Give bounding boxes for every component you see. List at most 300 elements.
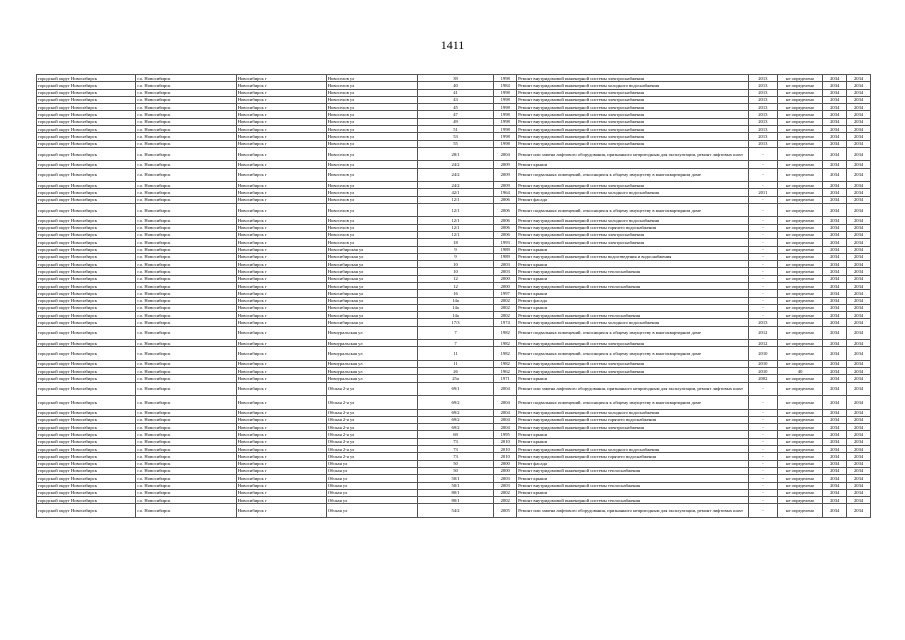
cell-last-repair: - [748,312,777,319]
cell-house: 73 [417,438,494,445]
cell-house: 14а [417,304,494,311]
cell-cost: не определено [777,467,823,474]
cell-district: г.о. Новосибирск [136,126,236,133]
table-row [37,104,871,111]
cell-municipality: городской округ Новосибирск [37,340,136,347]
cell-municipality: городской округ Новосибирск [37,497,136,504]
cell-street: Новоселов ул [326,82,417,89]
cell-street: Новоселов ул [326,168,417,181]
cell-city: Новосибирск г [236,231,326,238]
cell-plan-end: 2034 [847,147,871,160]
cell-plan-end: 2034 [847,75,871,82]
cell-municipality: городской округ Новосибирск [37,140,136,147]
cell-district: г.о. Новосибирск [136,203,236,216]
cell-work-type: Ремонт или замена лифтового оборудования, признанного непригодным для эксплуатации, ремонт лифтовых шахт [517,382,749,395]
cell-year: 2010 [494,446,517,453]
cell-municipality: городской округ Новосибирск [37,161,136,168]
cell-plan-start: 2034 [823,382,847,395]
cell-house: 50/1 [417,475,494,482]
cell-cost: не определено [777,246,823,253]
cell-city: Новосибирск г [236,161,326,168]
cell-city: Новосибирск г [236,75,326,82]
cell-district: г.о. Новосибирск [136,89,236,96]
cell-city: Новосибирск г [236,368,326,375]
cell-city: Новосибирск г [236,382,326,395]
cell-year: 2006 [494,217,517,224]
cell-district: г.о. Новосибирск [136,189,236,196]
cell-work-type: Ремонт внутридомовой инженерной системы электроснабжения [517,133,749,140]
cell-district: г.о. Новосибирск [136,304,236,311]
table-row [37,424,871,431]
cell-plan-start: 2034 [823,453,847,460]
cell-last-repair: - [748,253,777,260]
cell-last-repair: - [748,231,777,238]
cell-house: 50 [417,467,494,474]
cell-municipality: городской округ Новосибирск [37,482,136,489]
cell-plan-start: 2034 [823,89,847,96]
cell-district: г.о. Новосибирск [136,497,236,504]
cell-plan-end: 2034 [847,118,871,125]
cell-municipality: городской округ Новосибирск [37,409,136,416]
cell-plan-start: 2034 [823,182,847,189]
cell-municipality: городской округ Новосибирск [37,290,136,297]
cell-house: 11 [417,360,494,367]
cell-municipality: городской округ Новосибирск [37,297,136,304]
cell-work-type: Ремонт внутридомовой инженерной системы теплоснабжения [517,482,749,489]
cell-municipality: городской округ Новосибирск [37,504,136,517]
cell-district: г.о. Новосибирск [136,217,236,224]
cell-plan-start: 2034 [823,239,847,246]
table-row [37,396,871,409]
cell-city: Новосибирск г [236,319,326,326]
cell-year: 2009 [494,161,517,168]
cell-cost: 40 [777,368,823,375]
cell-cost: не определено [777,431,823,438]
table-row [37,217,871,224]
table-row [37,147,871,160]
cell-municipality: городской округ Новосибирск [37,133,136,140]
cell-last-repair: 2010 [748,360,777,367]
cell-district: г.о. Новосибирск [136,368,236,375]
cell-plan-end: 2034 [847,196,871,203]
cell-plan-end: 2034 [847,239,871,246]
cell-house: 16 [417,290,494,297]
cell-city: Новосибирск г [236,326,326,339]
cell-street: Новосибирская ул [326,297,417,304]
cell-plan-end: 2034 [847,111,871,118]
cell-house: 18 [417,239,494,246]
cell-municipality: городской округ Новосибирск [37,438,136,445]
table-row [37,140,871,147]
cell-street: Новоселов ул [326,118,417,125]
cell-cost: не определено [777,140,823,147]
cell-plan-end: 2034 [847,224,871,231]
cell-cost: не определено [777,382,823,395]
cell-street: Обская 2-я ул [326,382,417,395]
cell-district: г.о. Новосибирск [136,504,236,517]
cell-house: 12 [417,283,494,290]
cell-cost: не определено [777,446,823,453]
cell-municipality: городской округ Новосибирск [37,239,136,246]
cell-municipality: городской округ Новосибирск [37,89,136,96]
cell-year: 1982 [494,340,517,347]
cell-cost: не определено [777,261,823,268]
cell-plan-end: 2034 [847,140,871,147]
table-row [37,290,871,297]
cell-district: г.о. Новосибирск [136,460,236,467]
cell-plan-start: 2034 [823,283,847,290]
cell-last-repair: - [748,416,777,423]
cell-city: Новосибирск г [236,147,326,160]
cell-plan-start: 2034 [823,489,847,496]
cell-street: Новоселов ул [326,89,417,96]
table-row [37,475,871,482]
cell-house: 69/2 [417,416,494,423]
cell-house: 69/1 [417,382,494,395]
cell-district: г.о. Новосибирск [136,416,236,423]
cell-district: г.о. Новосибирск [136,326,236,339]
cell-district: г.о. Новосибирск [136,231,236,238]
cell-year: 1971 [494,375,517,382]
cell-street: Новоселов ул [326,111,417,118]
table-row [37,416,871,423]
cell-municipality: городской округ Новосибирск [37,111,136,118]
cell-street: Новосибирская ул [326,261,417,268]
cell-plan-start: 2034 [823,261,847,268]
table-row [37,203,871,216]
cell-house: 17/3 [417,319,494,326]
cell-cost: не определено [777,453,823,460]
cell-district: г.о. Новосибирск [136,111,236,118]
cell-work-type: Ремонт крыши [517,161,749,168]
cell-municipality: городской округ Новосибирск [37,126,136,133]
cell-work-type: Ремонт внутридомовой инженерной системы холодного водоснабжения [517,82,749,89]
cell-street: Новосибирская ул [326,275,417,282]
cell-plan-end: 2034 [847,438,871,445]
cell-street: Новоселов ул [326,196,417,203]
cell-work-type: Ремонт внутридомовой инженерной системы теплоснабжения [517,312,749,319]
cell-plan-start: 2034 [823,217,847,224]
cell-plan-start: 2034 [823,460,847,467]
cell-city: Новосибирск г [236,482,326,489]
cell-municipality: городской округ Новосибирск [37,375,136,382]
cell-municipality: городской округ Новосибирск [37,431,136,438]
cell-municipality: городской округ Новосибирск [37,104,136,111]
cell-district: г.о. Новосибирск [136,424,236,431]
cell-house: 14а [417,312,494,319]
cell-city: Новосибирск г [236,133,326,140]
cell-house: 39 [417,75,494,82]
cell-last-repair: 2013 [748,82,777,89]
cell-house: 80/1 [417,489,494,496]
cell-last-repair: 2013 [748,89,777,96]
cell-house: 24/2 [417,182,494,189]
cell-house: 73 [417,446,494,453]
table-row [37,82,871,89]
cell-plan-end: 2034 [847,96,871,103]
cell-house: 53 [417,133,494,140]
table-row [37,319,871,326]
cell-city: Новосибирск г [236,140,326,147]
cell-house: 49 [417,118,494,125]
table-row [37,446,871,453]
cell-street: Обская 2-я ул [326,416,417,423]
cell-plan-end: 2034 [847,189,871,196]
cell-plan-end: 2034 [847,203,871,216]
cell-plan-end: 2034 [847,340,871,347]
cell-street: Обская ул [326,497,417,504]
cell-plan-end: 2034 [847,416,871,423]
cell-plan-end: 2034 [847,482,871,489]
cell-street: Новоселов ул [326,231,417,238]
table-row [37,326,871,339]
table-row [37,224,871,231]
cell-cost: не определено [777,96,823,103]
cell-district: г.о. Новосибирск [136,168,236,181]
cell-plan-start: 2034 [823,168,847,181]
cell-house: 50 [417,460,494,467]
cell-work-type: Ремонт внутридомовой инженерной системы электроснабжения [517,140,749,147]
cell-year: 2004 [494,382,517,395]
cell-street: Новосибирская ул [326,283,417,290]
cell-house: 73 [417,453,494,460]
cell-street: Новосибирская ул [326,312,417,319]
cell-work-type: Ремонт внутридомовой инженерной системы электроснабжения [517,368,749,375]
cell-year: 1998 [494,126,517,133]
cell-cost: не определено [777,231,823,238]
table-row [37,75,871,82]
cell-cost: не определено [777,297,823,304]
table-row [37,497,871,504]
table-row [37,360,871,367]
cell-last-repair: 2012 [748,340,777,347]
cell-plan-start: 2034 [823,467,847,474]
cell-last-repair: - [748,438,777,445]
cell-work-type: Ремонт или замена лифтового оборудования, признанного непригодным для эксплуатации, ремонт лифтовых шахт [517,504,749,517]
cell-district: г.о. Новосибирск [136,360,236,367]
cell-year: 2004 [494,409,517,416]
cell-district: г.о. Новосибирск [136,147,236,160]
cell-district: г.о. Новосибирск [136,467,236,474]
cell-house: 9 [417,253,494,260]
table-row [37,453,871,460]
cell-city: Новосибирск г [236,416,326,423]
cell-city: Новосибирск г [236,409,326,416]
cell-street: Новосибирская ул [326,246,417,253]
cell-plan-end: 2034 [847,475,871,482]
table-row [37,409,871,416]
cell-street: Обская 2-я ул [326,431,417,438]
cell-street: Новоселов ул [326,126,417,133]
cell-year: 1964 [494,189,517,196]
cell-cost: не определено [777,89,823,96]
table-row [37,246,871,253]
cell-plan-start: 2034 [823,268,847,275]
cell-cost: не определено [777,475,823,482]
cell-street: Обская ул [326,504,417,517]
cell-cost: не определено [777,133,823,140]
cell-cost: не определено [777,75,823,82]
cell-plan-start: 2034 [823,140,847,147]
table-row [37,182,871,189]
cell-street: Новоуральская ул [326,347,417,360]
cell-municipality: городской округ Новосибирск [37,446,136,453]
cell-municipality: городской округ Новосибирск [37,283,136,290]
cell-plan-start: 2034 [823,416,847,423]
cell-cost: не определено [777,326,823,339]
cell-last-repair: 2012 [748,326,777,339]
cell-street: Обская 2-я ул [326,424,417,431]
cell-last-repair: 2013 [748,111,777,118]
cell-year: 2002 [494,312,517,319]
cell-work-type: Ремонт подвальных помещений, относящихся к общему имуществу в многоквартирном доме [517,326,749,339]
cell-house: 69/2 [417,396,494,409]
cell-city: Новосибирск г [236,253,326,260]
cell-city: Новосибирск г [236,497,326,504]
table-row [37,304,871,311]
cell-last-repair: - [748,161,777,168]
cell-municipality: городской округ Новосибирск [37,75,136,82]
cell-plan-end: 2034 [847,261,871,268]
cell-work-type: Ремонт внутридомовой инженерной системы электроснабжения [517,340,749,347]
cell-municipality: городской округ Новосибирск [37,168,136,181]
cell-cost: не определено [777,147,823,160]
cell-municipality: городской округ Новосибирск [37,453,136,460]
cell-district: г.о. Новосибирск [136,482,236,489]
cell-work-type: Ремонт внутридомовой инженерной системы электроснабжения [517,182,749,189]
table-row [37,231,871,238]
cell-work-type: Ремонт фасада [517,297,749,304]
cell-plan-start: 2034 [823,297,847,304]
cell-municipality: городской округ Новосибирск [37,475,136,482]
cell-cost: не определено [777,340,823,347]
cell-district: г.о. Новосибирск [136,75,236,82]
cell-plan-end: 2034 [847,326,871,339]
cell-municipality: городской округ Новосибирск [37,118,136,125]
cell-plan-end: 2034 [847,283,871,290]
cell-municipality: городской округ Новосибирск [37,304,136,311]
table-row [37,382,871,395]
cell-street: Обская 2-я ул [326,446,417,453]
table-row [37,431,871,438]
cell-plan-start: 2034 [823,275,847,282]
cell-plan-start: 2034 [823,96,847,103]
cell-last-repair: 2013 [748,126,777,133]
cell-plan-start: 2034 [823,224,847,231]
cell-cost: не определено [777,438,823,445]
cell-year: 1962 [494,368,517,375]
cell-plan-end: 2034 [847,424,871,431]
cell-street: Обская 2-я ул [326,409,417,416]
table-row [37,161,871,168]
cell-year: 2000 [494,275,517,282]
cell-last-repair: - [748,275,777,282]
cell-plan-end: 2034 [847,104,871,111]
cell-last-repair: 2013 [748,140,777,147]
cell-municipality: городской округ Новосибирск [37,189,136,196]
cell-plan-start: 2034 [823,497,847,504]
cell-municipality: городской округ Новосибирск [37,268,136,275]
cell-plan-end: 2034 [847,312,871,319]
cell-district: г.о. Новосибирск [136,409,236,416]
table-row [37,89,871,96]
cell-house: 7 [417,326,494,339]
cell-plan-start: 2034 [823,290,847,297]
cell-cost: не определено [777,217,823,224]
cell-city: Новосибирск г [236,246,326,253]
cell-work-type: Ремонт крыши [517,304,749,311]
cell-street: Новоуральская ул [326,340,417,347]
cell-house: 43 [417,96,494,103]
cell-city: Новосибирск г [236,224,326,231]
cell-street: Новоселов ул [326,189,417,196]
cell-municipality: городской округ Новосибирск [37,182,136,189]
cell-district: г.о. Новосибирск [136,275,236,282]
cell-last-repair: 2010 [748,368,777,375]
cell-last-repair: 2013 [748,133,777,140]
cell-cost: не определено [777,424,823,431]
cell-work-type: Ремонт крыши [517,431,749,438]
cell-work-type: Ремонт подвальных помещений, относящихся к общему имуществу в многоквартирном доме [517,347,749,360]
cell-work-type: Ремонт крыши [517,438,749,445]
cell-district: г.о. Новосибирск [136,182,236,189]
cell-year: 2004 [494,147,517,160]
cell-work-type: Ремонт внутридомовой инженерной системы теплоснабжения [517,497,749,504]
cell-house: 50/1 [417,482,494,489]
cell-house: 80/1 [417,497,494,504]
cell-city: Новосибирск г [236,504,326,517]
cell-street: Новоуральская ул [326,326,417,339]
cell-plan-end: 2034 [847,297,871,304]
cell-year: 2003 [494,268,517,275]
table-row [37,297,871,304]
cell-last-repair: - [748,224,777,231]
cell-work-type: Ремонт крыши [517,261,749,268]
cell-municipality: городской округ Новосибирск [37,224,136,231]
cell-last-repair: - [748,453,777,460]
cell-district: г.о. Новосибирск [136,268,236,275]
cell-plan-start: 2034 [823,409,847,416]
capital-repair-table [36,74,871,518]
cell-year: 1984 [494,82,517,89]
cell-municipality: городской округ Новосибирск [37,231,136,238]
cell-year: 2010 [494,453,517,460]
cell-cost: не определено [777,504,823,517]
cell-work-type: Ремонт подвальных помещений, относящихся к общему имуществу в многоквартирном доме [517,203,749,216]
table-row [37,438,871,445]
cell-street: Новоселов ул [326,239,417,246]
cell-last-repair: - [748,217,777,224]
cell-district: г.о. Новосибирск [136,118,236,125]
cell-work-type: Ремонт внутридомовой инженерной системы холодного водоснабжения [517,446,749,453]
cell-cost: не определено [777,409,823,416]
cell-cost: не определено [777,126,823,133]
cell-district: г.о. Новосибирск [136,446,236,453]
cell-street: Новоуральская ул [326,375,417,382]
cell-city: Новосибирск г [236,82,326,89]
cell-house: 41 [417,89,494,96]
cell-house: 69/2 [417,424,494,431]
cell-district: г.о. Новосибирск [136,104,236,111]
cell-plan-end: 2034 [847,460,871,467]
table-row [37,126,871,133]
cell-district: г.о. Новосибирск [136,489,236,496]
cell-street: Новосибирская ул [326,304,417,311]
cell-cost: не определено [777,182,823,189]
cell-last-repair: 2013 [748,104,777,111]
cell-plan-start: 2034 [823,424,847,431]
cell-plan-start: 2034 [823,189,847,196]
